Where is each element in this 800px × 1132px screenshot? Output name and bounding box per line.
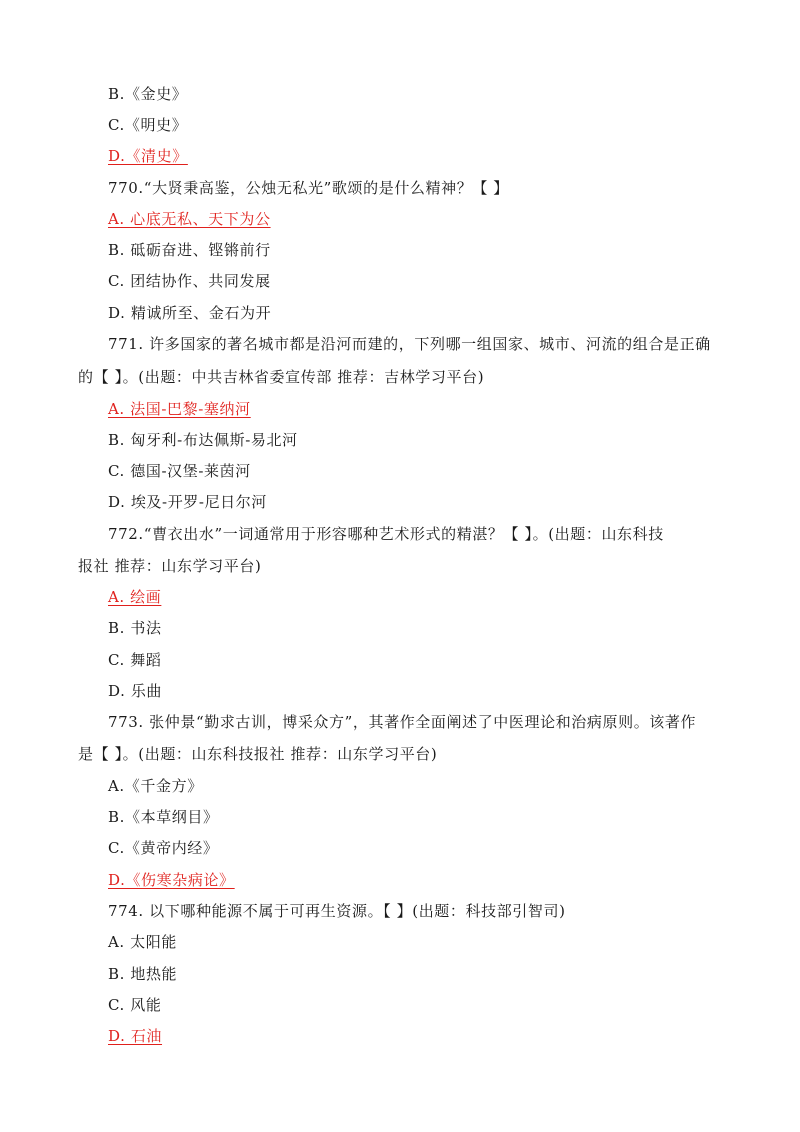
text-line: C. 风能 <box>108 996 162 1014</box>
text-line: B. 砥砺奋进、铿锵前行 <box>108 241 271 259</box>
question-line: 774. 以下哪种能源不属于可再生资源。【 】(出题：科技部引智司) <box>108 902 566 920</box>
text-line: C. 团结协作、共同发展 <box>108 272 271 290</box>
text-line: A.《千金方》 <box>108 777 203 795</box>
question-continuation: 报社 推荐：山东学习平台) <box>78 557 262 575</box>
text-line: D. 乐曲 <box>108 682 163 700</box>
answer-line: D.《清史》 <box>108 147 188 165</box>
text-line: B.《金史》 <box>108 85 188 103</box>
text-line: D. 精诚所至、金石为开 <box>108 304 272 322</box>
question-continuation: 的【 】。(出题：中共吉林省委宣传部 推荐：吉林学习平台) <box>78 368 485 386</box>
answer-line: D.《伤寒杂病论》 <box>108 871 235 889</box>
text-line: A. 太阳能 <box>108 933 177 951</box>
text-line: D. 埃及-开罗-尼日尔河 <box>108 493 267 511</box>
text-line: C.《明史》 <box>108 116 188 134</box>
answer-line: A. 心底无私、天下为公 <box>108 210 271 228</box>
text-line: C.《黄帝内经》 <box>108 839 219 857</box>
answer-line: A. 绘画 <box>108 588 162 606</box>
question-line: 770.“大贤秉高鉴，公烛无私光”歌颂的是什么精神？【 】 <box>108 179 509 197</box>
answer-line: D. 石油 <box>108 1027 163 1045</box>
question-line: 772.“曹衣出水”一词通常用于形容哪种艺术形式的精湛？【 】。(出题：山东科技 <box>108 525 664 543</box>
text-line: B. 地热能 <box>108 965 178 983</box>
question-line: 773. 张仲景“勤求古训，博采众方”，其著作全面阐述了中医理论和治病原则。该著作 <box>108 713 697 731</box>
text-line: B. 匈牙利-布达佩斯-易北河 <box>108 431 298 449</box>
question-line: 771. 许多国家的著名城市都是沿河而建的，下列哪一组国家、城市、河流的组合是正确 <box>108 335 711 353</box>
answer-line: A. 法国-巴黎-塞纳河 <box>108 400 251 418</box>
question-continuation: 是【 】。(出题：山东科技报社 推荐：山东学习平台) <box>78 745 438 763</box>
text-line: B.《本草纲目》 <box>108 808 219 826</box>
text-line: C. 舞蹈 <box>108 651 162 669</box>
text-line: B. 书法 <box>108 619 162 637</box>
text-line: C. 德国-汉堡-莱茵河 <box>108 462 251 480</box>
